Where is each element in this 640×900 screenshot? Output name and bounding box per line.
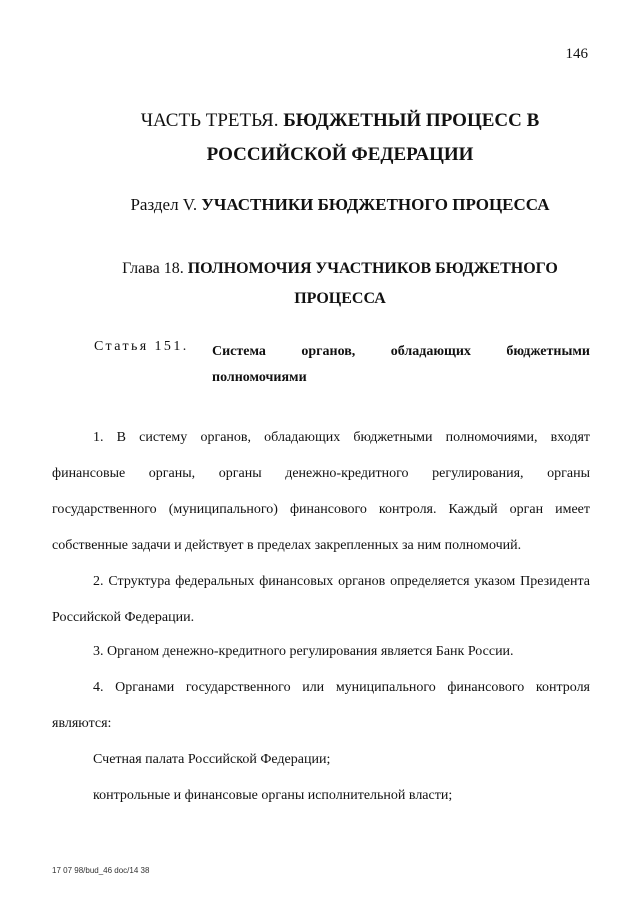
chapter-title-bold-line2: ПРОЦЕССА — [294, 290, 386, 307]
article-title-line1: Система органов, обладающих бюджетными — [212, 344, 590, 359]
article-title — [212, 339, 590, 391]
part-title-prefix: ЧАСТЬ ТРЕТЬЯ. — [140, 110, 279, 131]
list-item-1: Счетная палата Российской Федерации; — [93, 752, 331, 767]
part-title-bold-line2: РОССИЙСКОЙ ФЕДЕРАЦИИ — [206, 144, 474, 165]
paragraph-3: 3. Органом денежно-кредитного регулирования является Банк России. — [93, 644, 514, 659]
part-title-bold-line1: БЮДЖЕТНЫЙ ПРОЦЕСС В — [283, 110, 540, 131]
article-title-line2: полномочиями — [212, 370, 307, 385]
page-number: 146 — [565, 46, 588, 62]
chapter-title-bold-line1: ПОЛНОМОЧИЯ УЧАСТНИКОВ БЮДЖЕТНОГО — [187, 260, 558, 277]
chapter-title-prefix: Глава 18. — [122, 260, 184, 277]
paragraph-1: 1. В систему органов, обладающих бюджетными полномочиями, входят финансовые органы, органы денежно-кредитного регулирования, органы государственного (муниципального) финансового контроля. Каждый орган имеет собственные задачи и действует в пределах закрепленных за ним полномочий. — [52, 430, 590, 553]
list-item-2: контрольные и финансовые органы исполнительной власти; — [93, 788, 453, 803]
paragraph-2: 2. Структура федеральных финансовых органов определяется указом Президента Российской Федерации. — [52, 574, 590, 625]
chapter-title — [100, 254, 580, 314]
part-title — [100, 104, 580, 172]
paragraph-4: 4. Органами государственного или муниципального финансового контроля являются: — [52, 680, 590, 731]
section-title-prefix: Раздел V. — [130, 195, 198, 214]
section-title — [100, 195, 580, 215]
footer-file-reference: 17 07 98/bud_46 doc/14 38 — [52, 866, 150, 875]
section-title-bold: УЧАСТНИКИ БЮДЖЕТНОГО ПРОЦЕССА — [201, 195, 550, 214]
article-label: Статья 151. — [94, 339, 189, 354]
